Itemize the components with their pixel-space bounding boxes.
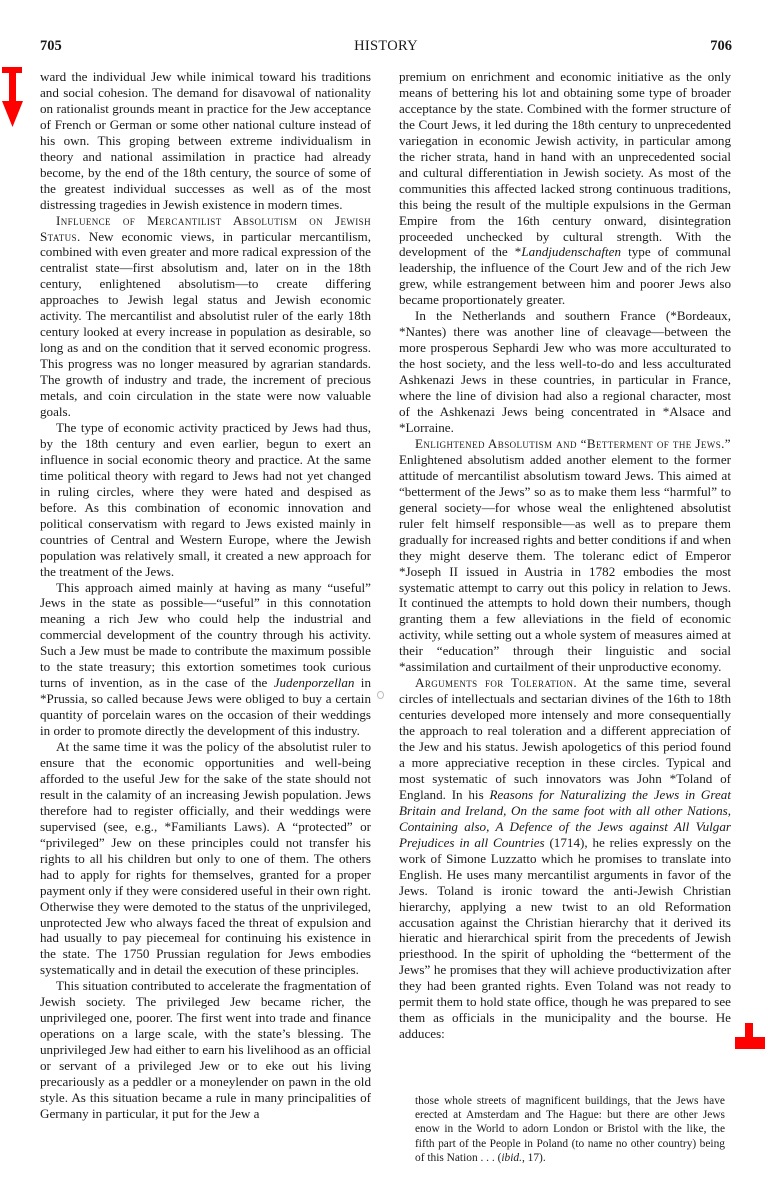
quote-text — [415, 1094, 725, 1165]
italic-book-title: Reasons for Naturalizing the Jews in Great Britain and Ireland, On the same foot with all other Nations, Containing also, A Defence of the Jews against All Vulgar Prejudices in all Countries — [399, 786, 731, 850]
block-quote — [415, 1094, 725, 1165]
paragraph-text: ward the individual Jew while inimical toward his traditions and social cohesion. The demand for disavowal of nationality on rationalist grounds meant in practice for the Jew acceptance of French or German or some other national culture instead of his own. This groping between extreme individualism in theory and national assimilation in practice had already become, by the end of the 18th century, the source of some of the greatest individual successes as well as of the most distressing tragedies in Jewish existence in modern times. — [40, 69, 371, 212]
paragraph-text: Enlightened absolutism added another element to the former attitude of mercantilist absolutism toward Jews. This aimed at “betterment of the Jews” so as to make them less “harmful” to general society—for whose weal the enlightened absolutist ruler felt himself responsible—as well as to prepare them gradually for increased rights and better conditions if and when they might deserve them. The toleranc edict of Emperor *Joseph II issued in Austria in 1782 embodies the most systematic attempt to carry out this policy in relation to Jews. It continued the attempts to hold down their numbers, though granting them a few alleviations in the field of economic activity, while setting out a whole system of measures aimed at their “education” through their linguistic and social *assimilation and curtailment of their unproductive economy. — [399, 451, 731, 675]
paragraph-text: type of communal leadership, the influence of the Court Jew and of the rich Jew grew, while estrangement between him and poorer Jews also became proportionately greater. — [399, 244, 732, 308]
paragraph-text: The type of economic activity practiced by Jews had thus, by the 18th century and even earlier, begun to exert an influence in social economic theory and practice. At the same time political theory with regard to Jews had not yet changed in ruling circles, where they were hated and despised as before. As this combination of economic innovation and political conservatism with regard to Jews existed mainly in countries of Central and Western Europe, where the Jewish population was relatively small, it created a new approach for the treatment of the Jews. — [40, 419, 371, 579]
page-number-left: 705 — [40, 38, 62, 54]
paragraph-text: At the same time it was the policy of the absolutist ruler to ensure that the economic opportunities and well-being afforded to the useful Jew for the sake of the state should not result in the calamity of an increasing Jewish population. Jews therefore had to register officially, and their weddings were supervised (see, e.g., *Familiants Laws). A “protected” or “privileged” Jew on these principles could not transfer his rights to all his children but only to one of them. The others had to apply for rights for themselves, granted for a proper payment only if they were considered useful in their own right. Otherwise they were demoted to the status of the unprivileged, unprotected Jew who always faced the threat of expulsion and had usually to pay piecemeal for continuing his existence in the state. The 1750 Prussian regulation for Jews embodies systematically and in detail the execution of these principles. — [40, 739, 371, 978]
quote-text-part: , 17). — [521, 1151, 546, 1164]
paragraph — [40, 739, 371, 978]
paragraph — [40, 978, 371, 1122]
paragraph-text: In the Netherlands and southern France (*Bordeaux, *Nantes) there was another line of cleavage—between the more prosperous Sephardi Jew who was more acculturated to the host society, and the less well-to-do and less acculturated Ashkenazi Jews in these countries, in particular in France, where the line of division had also a regional character, most of the Ashkenazi Jews being concentrated in *Alsace and *Lorraine. — [399, 308, 731, 435]
section-heading: Enlightened Absolutism and “Betterment of the Jews.” — [415, 435, 731, 451]
paragraph-text: At the same time, several circles of intellectuals and sectarian divines of the 16th to 18th centuries developed more intensely and more consequentially the approach to real toleration and a different appreciation of the Jew and his status. Jewish apologetics of this period found a more appreciative reception in these circles. Typical and most systematic of such innovators was John *Toland of England. In his — [399, 675, 731, 802]
italic-citation: ibid. — [501, 1151, 522, 1164]
running-header — [0, 38, 772, 58]
red-end-marker-icon — [735, 1023, 765, 1049]
paragraph — [40, 580, 371, 740]
paragraph — [40, 69, 371, 213]
running-title: HISTORY — [354, 38, 418, 54]
section-paragraph-toleration — [399, 675, 731, 1042]
quote-text-part: those whole streets of magnificent buildings, that the Jews have erected at Amsterdam and The Hague: but there are other Jews enow in the World to adorn London or Bristol with the like, the fifth part of the People in Poland (to name no other country) being of this Nation . . . ( — [415, 1095, 725, 1164]
paragraph-text: This approach aimed mainly at having as many “useful” Jews in the state as possible—“useful” in this connotation meaning a rich Jew who could help the industrial and commercial development of the country through his activity. Such a Jew must be made to contribute the maximum possible to the state treasury; this extortion sometimes took curious turns of invention, as in the case of the — [40, 579, 371, 691]
page-number-right: 706 — [710, 38, 732, 54]
paragraph — [399, 69, 731, 308]
section-heading: Arguments for Toleration. — [415, 675, 578, 691]
paragraph-text: premium on enrichment and economic initiative as the only means of bettering his lot and obtaining some type of broader acceptance by the state. Combined with the former structure of the Court Jews, it led during the 18th century to unprecedented variegation in economic Jewish activity, in particular among the richer strata, hand in hand with an unprecedented social and cultural differentiation in Jewish society. As most of the communities this affected lacked strong continuous traditions, this being the result of the multiple expulsions in the German Empire from the 16th century onward, disintegration proceeded unchecked by cultural strength. With the development of the * — [399, 69, 731, 260]
left-column — [40, 69, 371, 1122]
paragraph-text: New economic views, in particular mercantilism, combined with even greater and more radical expression of the centralist state—first absolutism and, later on in the 18th century, enlightened absolutism—to create differing approaches to Jewish legal status and Jewish economic activity. The mercantilist and absolutist ruler of the early 18th century looked at every increase in population as desirable, so long as and on the condition that it served economic progress. This progress was no longer measured by agrarian standards. The growth of industry and trade, the increment of precious metals, and coin circulation in the state were now valuable goals. — [40, 228, 371, 420]
section-paragraph-mercantilist — [40, 213, 371, 420]
paragraph — [399, 308, 731, 436]
paragraph-text: (1714), he relies expressly on the work of Simone Luzzatto which he promises to translate into English. He uses many mercantilist arguments in favor of the Jews. Toland is ironic toward the anti-Jewish Christian hierarchy, applying a new twist to an old Reformation accusation against the Christian hierarchy that it derived its hieratic and hierarchical spirit from the precedents of Jewish priesthood. In the spirit of upholding the “betterment of the Jews” he promises that they will achieve productivization after they had been granted rights. Even Toland was not ready to permit them to hold state office, though he was prepared to see them as officials in the municipality and the bourse. He adduces: — [399, 834, 731, 1042]
paragraph — [40, 420, 371, 580]
scan-speck — [377, 691, 384, 699]
italic-term: Judenporzellan — [273, 675, 355, 691]
paragraph-text: This situation contributed to accelerate the fragmentation of Jewish society. The privileged Jew became richer, the unprivileged one, poorer. The first went into trade and finance operations on a large scale, with the state’s blessing. The unprivileged Jew had either to earn his livelihood as an official or servant of a privileged Jew or to eke out his living precariously as a peddler or a moneylender on pawn in the old style. As this situation became a rule in many principalities of Germany in particular, it put for the Jew a — [40, 978, 371, 1121]
red-down-arrow-icon — [2, 67, 36, 129]
right-column — [399, 69, 731, 1042]
section-heading: Influence of Mercantilist Absolutism on Jewish Status. — [40, 212, 371, 244]
paragraph-text: in *Prussia, so called because Jews were obliged to buy a certain quantity of porcelain wares on the occasion of their weddings in order to promote directly the development of this industry. — [40, 675, 371, 739]
section-paragraph-enlightened — [399, 436, 731, 675]
italic-term: Landjudenschaften — [521, 244, 622, 260]
